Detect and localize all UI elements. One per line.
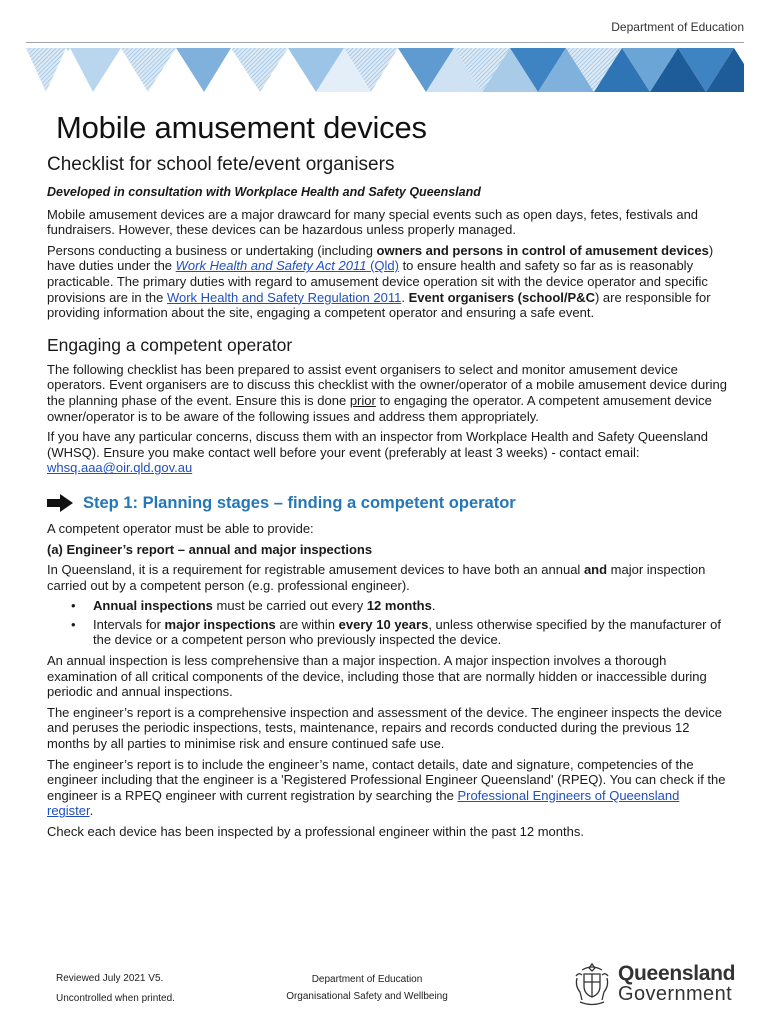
logo-government-text: Government <box>618 983 733 1005</box>
bullet-icon: • <box>71 616 76 632</box>
paragraph-annual-vs-major: An annual inspection is less comprehensive than a major inspection. A major inspection involves a thorough examination of all critical components of the device, including those that are normally hidden or inaccessible during periodic and annual inspections. <box>47 653 707 700</box>
step-1-heading <box>47 494 727 513</box>
bullet-icon: • <box>71 598 76 614</box>
paragraph-checklist: The following checklist has been prepared to assist event organisers to select and monitor amusement device operators. Event organisers are to discuss this checklist with the owner/operator of a mobile amusement device during the planning phase of the event. Ensure this is done prior to engaging the operator. A competent amusement device owner/operator is to be aware of the following issues and address them appropriately. <box>47 361 727 424</box>
paragraph-intro: Mobile amusement devices are a major drawcard for many special events such as open days, fetes, festivals and fundraisers. However, these devices can be hazardous unless properly managed. <box>47 206 699 238</box>
logo-queensland-text: Queensland <box>618 962 736 985</box>
header-divider <box>26 42 744 43</box>
inspection-list <box>47 598 727 648</box>
rpeq-register-link[interactable]: Professional Engineers of Queensland register <box>47 787 680 819</box>
queensland-government-logo <box>572 958 752 1010</box>
coat-of-arms-icon <box>572 960 612 1008</box>
whs-regulation-link[interactable]: Work Health and Safety Regulation 2011 <box>166 289 402 305</box>
paragraph-check-device: Check each device has been inspected by a professional engineer within the past 12 months. <box>47 824 584 839</box>
whs-act-link[interactable]: Work Health and Safety Act 2011 (Qld) <box>175 258 399 274</box>
uncontrolled-note: Uncontrolled when printed. <box>56 993 175 1004</box>
page-subtitle: Checklist for school fete/event organisers <box>47 154 395 175</box>
footer-center <box>282 971 452 1005</box>
arrow-right-icon <box>47 494 73 512</box>
intro-line: Developed in consultation with Workplace Health and Safety Queensland <box>47 185 481 199</box>
document-body <box>47 110 727 845</box>
step-1-lead: A competent operator must be able to provide: <box>47 520 314 536</box>
paragraph-requirement: In Queensland, it is a requirement for registrable amusement devices to have both an annual and major inspection carried out by a competent person (e.g. professional engineer). <box>47 562 706 593</box>
page-title: Mobile amusement devices <box>56 110 427 145</box>
paragraph-duties: Persons conducting a business or undertaking (including owners and persons in control of amusement devices) have duties under the Work Health and Safety Act 2011 (Qld) to ensure health and safety so far as is reasonably practicable. The primary duties with regard to amusement device operation sit with the device operator and specific provisions are in the Work Health and Safety Regulation 2011. Event organisers (school/P&C) are responsible for providing information about the site, engaging a competent operator and ensuring a safe event. <box>47 242 714 321</box>
decorative-banner <box>26 48 744 92</box>
list-item: • Annual inspections must be carried out every 12 months. <box>71 598 436 614</box>
list-item: • Intervals for major inspections are within every 10 years, unless otherwise specified by the manufacturer of the device or a competent person who previously inspected the device. <box>71 616 721 648</box>
department-header: Department of Education <box>611 20 744 34</box>
paragraph-engineers-report: The engineer’s report is a comprehensive inspection and assessment of the device. The engineer inspects the device and peruses the periodic inspections, tests, maintenance, repairs and records conducted during the previous 12 months by all parties to minimise risk and ensure continued safe use. <box>47 704 722 752</box>
reviewed-note: Reviewed July 2021 V5. <box>56 973 164 984</box>
triangle-pattern-icon <box>26 48 744 92</box>
footer-left <box>56 969 175 1009</box>
footer-department: Department of Education <box>311 974 423 985</box>
step-1-title: Step 1: Planning stages – finding a competent operator <box>83 493 516 512</box>
section-heading-engaging: Engaging a competent operator <box>47 334 293 355</box>
engineers-report-subheading: (a) Engineer’s report – annual and major inspections <box>47 541 373 557</box>
whsq-email-link[interactable]: whsq.aaa@oir.qld.gov.au <box>47 460 193 476</box>
paragraph-rpeq: The engineer’s report is to include the engineer’s name, contact details, date and signature, competencies of the engineer including that the engineer is a 'Registered Professional Engineer Queensland' (RPEQ). You can check if the engineer is a RPEQ engineer with current registration by searching the Professional Engineers of Queensland register. <box>47 756 726 819</box>
footer-unit: Organisational Safety and Wellbeing <box>286 991 448 1002</box>
paragraph-concerns: If you have any particular concerns, discuss them with an inspector from Workplace Health and Safety Queensland (WHSQ). Ensure you make contact well before your event (preferably at least 3 weeks) - contact email: whsq.aaa@oir.qld.gov.au <box>47 429 708 476</box>
